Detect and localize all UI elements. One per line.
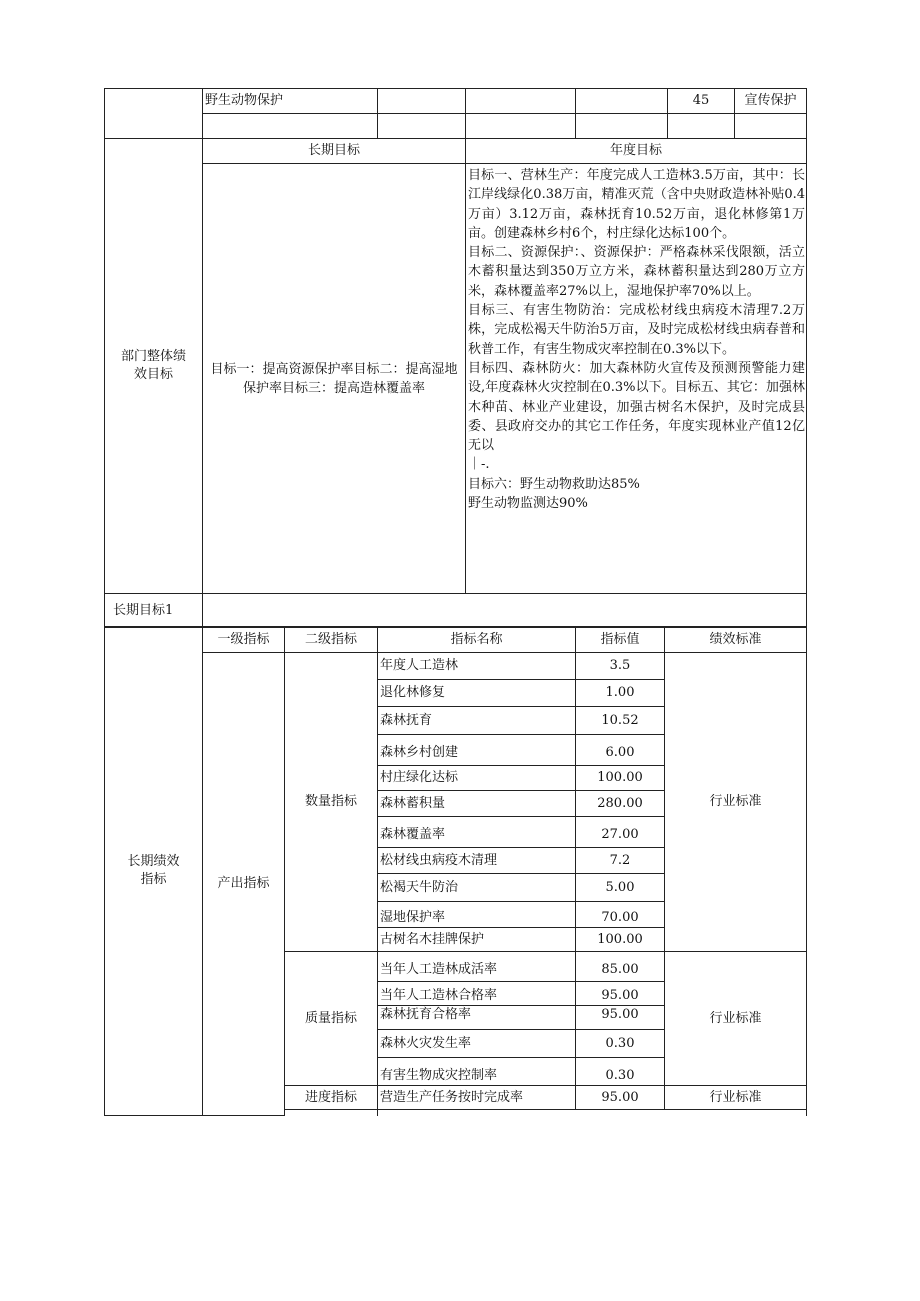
indicator-name: 古树名木挂牌保护 bbox=[378, 928, 576, 952]
level2-progress: 进度指标 bbox=[285, 1086, 378, 1110]
indicator-name: 营造生产任务按时完成率 bbox=[378, 1086, 576, 1110]
indicator-name: 森林蓄积量 bbox=[378, 791, 576, 817]
indicator-name: 森林抚育合格率 bbox=[378, 1006, 576, 1030]
indicator-value: 70.00 bbox=[576, 902, 665, 928]
indicators-table bbox=[104, 626, 807, 1116]
indicator-name: 当年人工造林成活率 bbox=[378, 952, 576, 982]
indicator-value: 95.00 bbox=[576, 982, 665, 1006]
long-term-goal-text: 目标一：提高资源保护率目标二：提高湿地保护率目标三：提高造林覆盖率 bbox=[203, 164, 466, 594]
indicator-name: 森林乡村创建 bbox=[378, 735, 576, 766]
annual-goal-2: 目标二、资源保护：、资源保护：严格森林采伐限额，活立木蓄积量达到350万立方米，森林蓄积量达到280万立方米，森林覆盖率27%以上，湿地保护率70%以上。 bbox=[468, 245, 805, 299]
annual-goal-4-tail: ｜-. bbox=[468, 457, 490, 473]
annual-goal-6b: 野生动物监测达90% bbox=[468, 496, 588, 512]
indicator-name: 松材线虫病疫木清理 bbox=[378, 848, 576, 874]
header-standard: 绩效标准 bbox=[665, 627, 807, 653]
indicator-name: 村庄绿化达标 bbox=[378, 766, 576, 791]
annual-goal-3: 目标三、有害生物防治：完成松材线虫病疫木清理7.2万株，完成松褐天牛防治5万亩，及时完成松材线虫病春普和秋普工作，有害生物成灾率控制在0.3%以下。 bbox=[468, 303, 805, 357]
annual-goal-4-5: 目标四、森林防火：加大森林防火宣传及预测预警能力建设,年度森林火灾控制在0.3%以下。目标五、其它：加强林木种苗、林业产业建设，加强古树名木保护，及时完成县委、县政府交办的其它工作任务，年度实现林业产值12亿无以 bbox=[468, 360, 805, 454]
indicator-value: 95.00 bbox=[576, 1086, 665, 1110]
top-row-name: 野生动物保护 bbox=[203, 89, 378, 114]
indicator-name: 退化林修复 bbox=[378, 680, 576, 707]
long-term-goal-header: 长期目标 bbox=[203, 139, 466, 164]
indicator-value: 100.00 bbox=[576, 928, 665, 952]
indicator-value: 1.00 bbox=[576, 680, 665, 707]
top-rows-table bbox=[104, 88, 807, 139]
indicator-name: 森林火灾发生率 bbox=[378, 1030, 576, 1058]
indicator-value: 100.00 bbox=[576, 766, 665, 791]
dept-goals-label: 部门整体绩效目标 bbox=[105, 139, 203, 594]
dept-goals-table bbox=[104, 138, 807, 628]
top-row-category: 宣传保护 bbox=[735, 89, 807, 114]
indicator-name: 年度人工造林 bbox=[378, 653, 576, 680]
indicator-name: 森林抚育 bbox=[378, 707, 576, 735]
indicator-name: 有害生物成灾控制率 bbox=[378, 1058, 576, 1086]
indicator-value: 0.30 bbox=[576, 1058, 665, 1086]
annual-goal-6a: 目标六：野生动物救助达85% bbox=[468, 476, 640, 492]
top-row-value: 45 bbox=[668, 89, 735, 114]
indicators-section-label: 长期绩效指标 bbox=[105, 627, 203, 1116]
annual-goals bbox=[466, 164, 807, 594]
indicator-value: 27.00 bbox=[576, 817, 665, 848]
header-indicator-name: 指标名称 bbox=[378, 627, 576, 653]
level2-quality: 质量指标 bbox=[285, 952, 378, 1086]
indicator-value: 280.00 bbox=[576, 791, 665, 817]
indicator-name: 湿地保护率 bbox=[378, 902, 576, 928]
level1-output: 产出指标 bbox=[203, 653, 285, 1116]
indicator-value: 5.00 bbox=[576, 874, 665, 902]
indicator-value: 0.30 bbox=[576, 1030, 665, 1058]
indicator-value: 85.00 bbox=[576, 952, 665, 982]
indicator-name: 当年人工造林合格率 bbox=[378, 982, 576, 1006]
quantity-standard: 行业标准 bbox=[665, 653, 807, 952]
annual-goal-1: 目标一、营林生产：年度完成人工造林3.5万亩，其中：长江岸线绿化0.38万亩，精准灭荒（含中央财政造林补贴0.4万亩）3.12万亩，森林抚育10.52万亩，退化林修第1万亩。创建森林乡村6个，村庄绿化达标100个。 bbox=[468, 168, 805, 241]
indicator-value: 7.2 bbox=[576, 848, 665, 874]
header-level1: 一级指标 bbox=[203, 627, 285, 653]
indicator-value: 3.5 bbox=[576, 653, 665, 680]
header-level2: 二级指标 bbox=[285, 627, 378, 653]
annual-goal-header: 年度目标 bbox=[466, 139, 807, 164]
indicator-value: 10.52 bbox=[576, 707, 665, 735]
indicator-value: 6.00 bbox=[576, 735, 665, 766]
top-left-empty-cell bbox=[105, 89, 203, 139]
quality-standard: 行业标准 bbox=[665, 952, 807, 1086]
indicator-value: 95.00 bbox=[576, 1006, 665, 1030]
progress-standard: 行业标准 bbox=[665, 1086, 807, 1110]
header-indicator-value: 指标值 bbox=[576, 627, 665, 653]
indicator-name: 森林覆盖率 bbox=[378, 817, 576, 848]
level2-quantity: 数量指标 bbox=[285, 653, 378, 952]
long-goal-1-label: 长期目标1 bbox=[105, 594, 203, 628]
indicator-name: 松褐天牛防治 bbox=[378, 874, 576, 902]
